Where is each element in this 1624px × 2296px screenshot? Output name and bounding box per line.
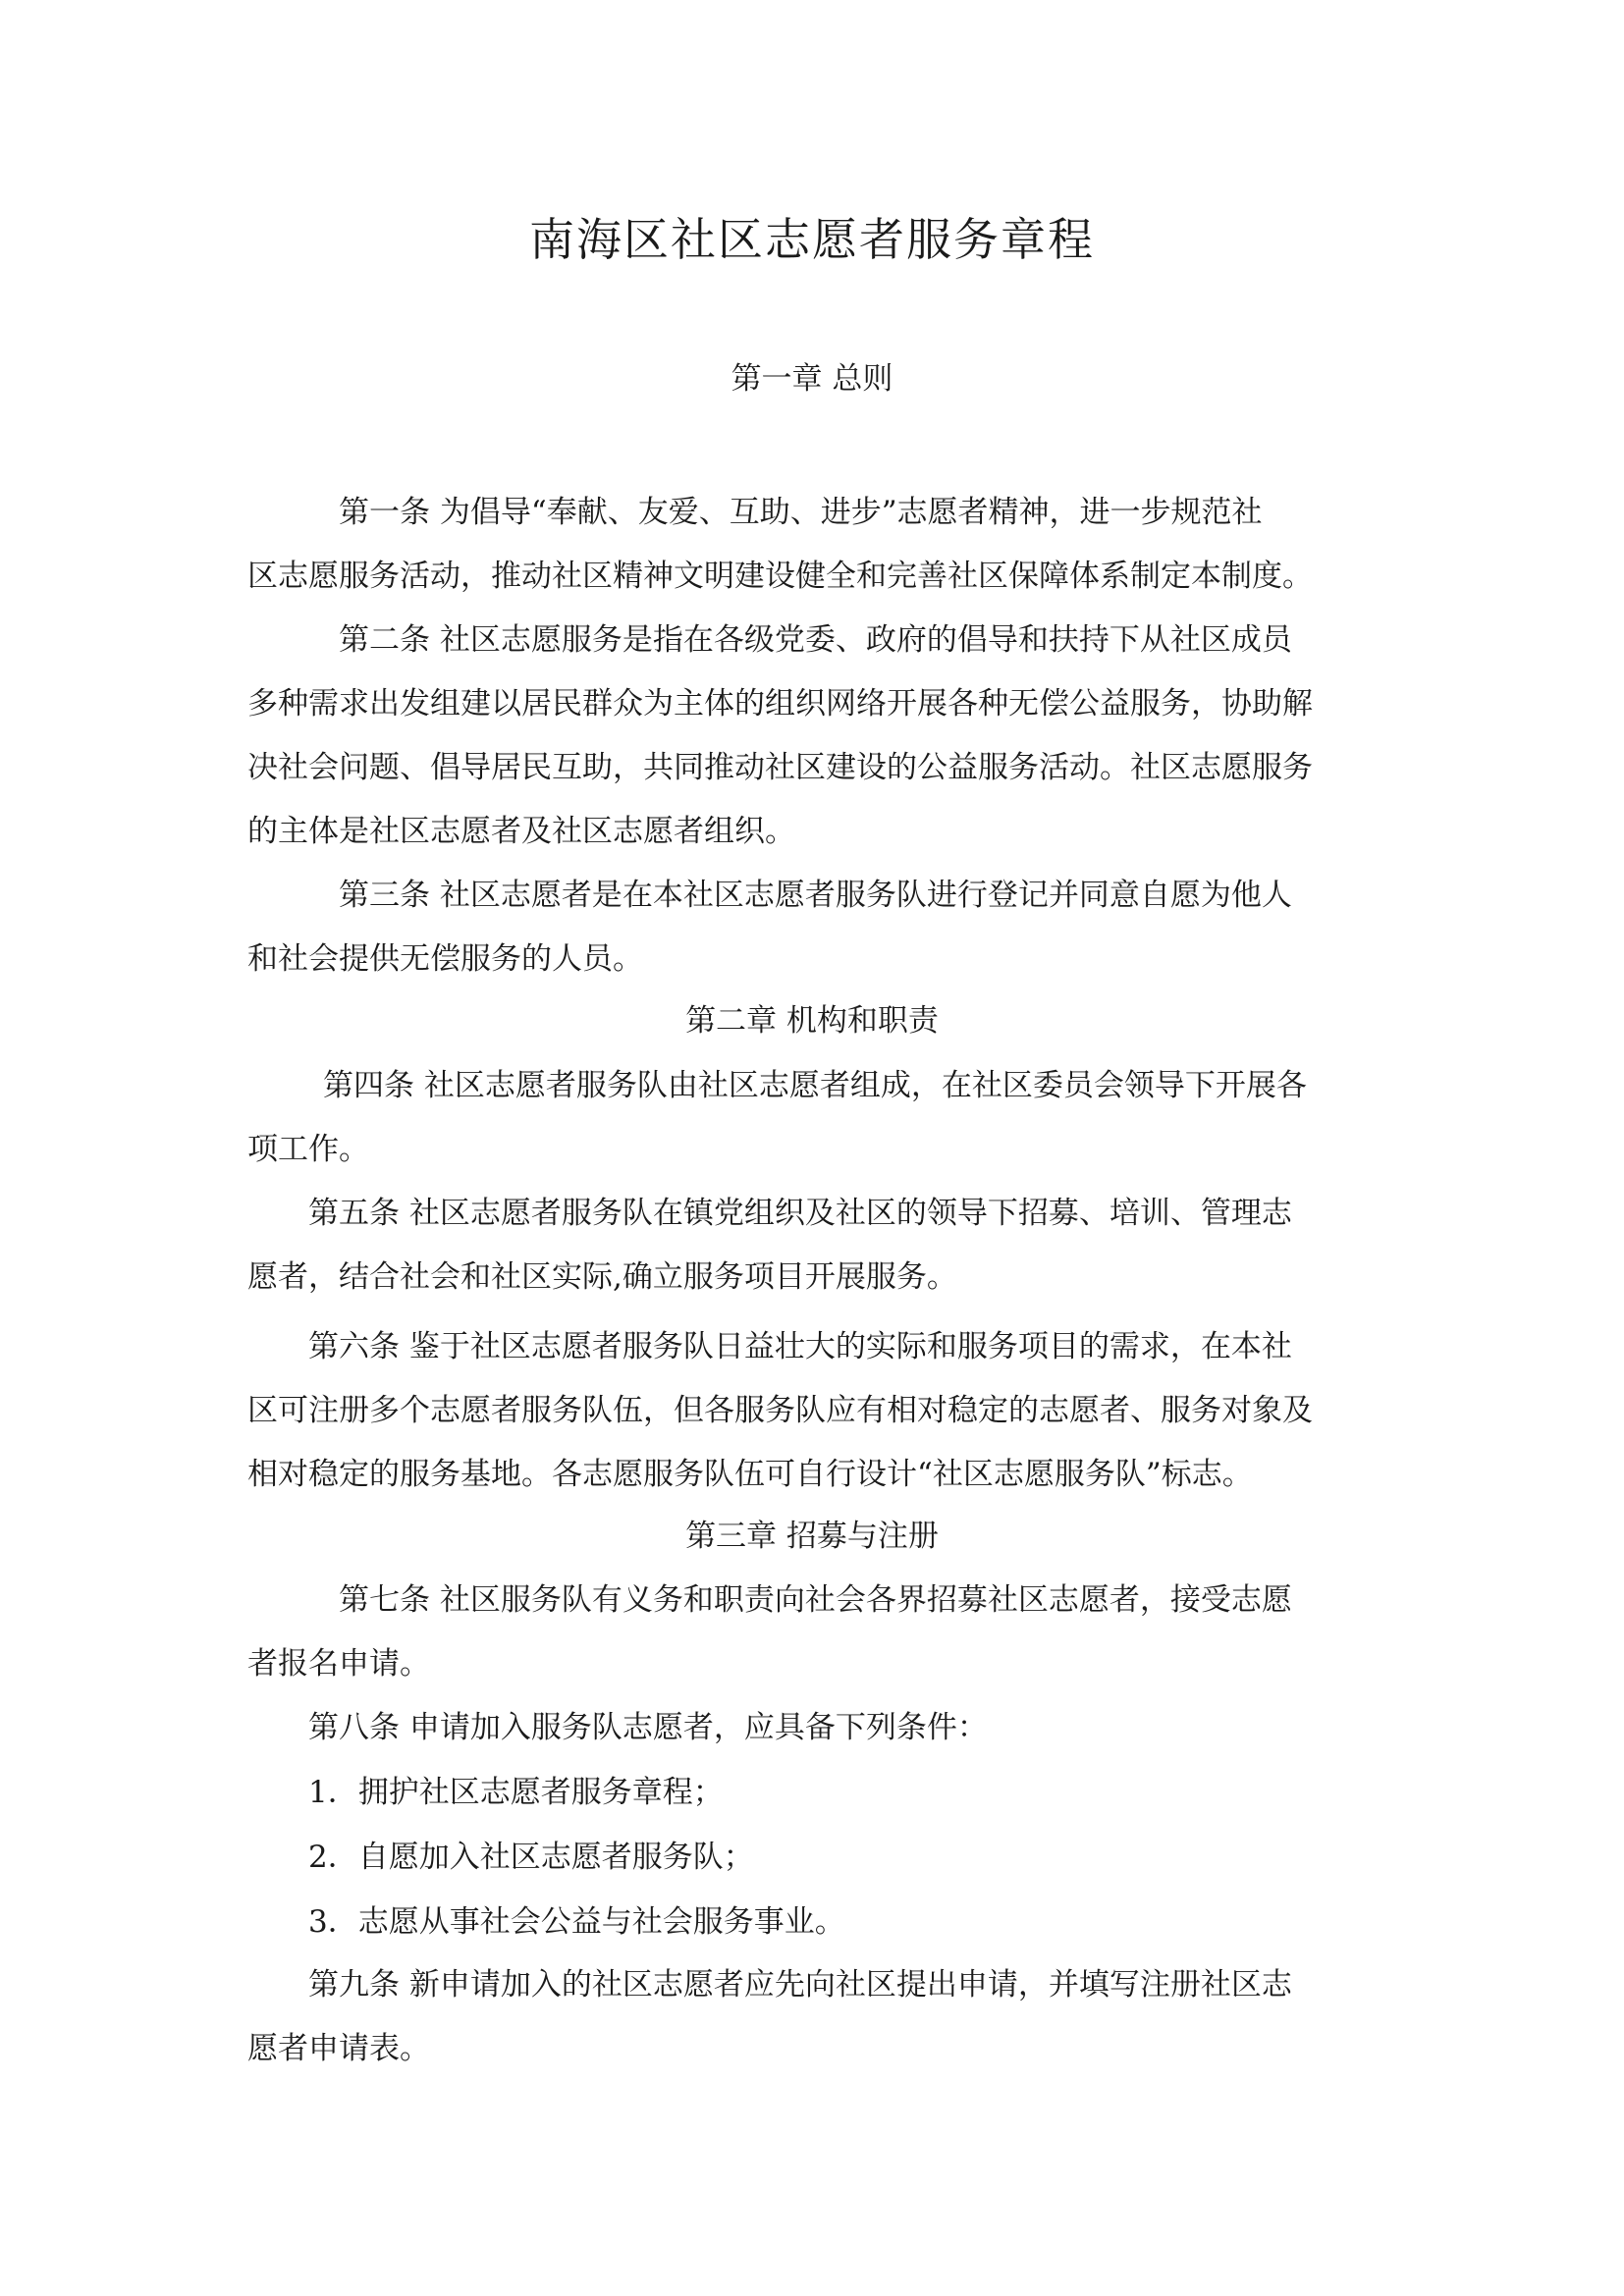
article-1-line-1: 第一条 为倡导“奉献、友爱、互助、进步”志愿者精神，进一步规范社 <box>339 495 1263 530</box>
article-6-line-2: 区可注册多个志愿者服务队伍，但各服务队应有相对稳定的志愿者、服务对象及 <box>247 1393 1313 1428</box>
article-5 <box>247 1182 1388 1309</box>
article-7-line-1: 第七条 社区服务队有义务和职责向社会各界招募社区志愿者，接受志愿 <box>339 1582 1292 1618</box>
article-2 <box>247 609 1388 864</box>
article-1-line-2: 区志愿服务活动，推动社区精神文明建设健全和完善社区保障体系制定本制度。 <box>247 559 1313 594</box>
article-4-line-2: 项工作。 <box>247 1132 369 1167</box>
article-8-item-2: 2．自愿加入社区志愿者服务队； <box>308 1840 754 1875</box>
article-7-line-2: 者报名申请。 <box>247 1646 430 1682</box>
article-2-line-2: 多种需求出发组建以居民群众为主体的组织网络开展各种无偿公益服务，协助解 <box>247 686 1313 721</box>
article-3 <box>247 864 1388 991</box>
article-8-item-3: 3．志愿从事社会公益与社会服务事业。 <box>308 1904 845 1940</box>
article-9 <box>247 1953 1388 2081</box>
chapter-heading-1: 第一章 总则 <box>731 361 893 397</box>
article-3-line-1: 第三条 社区志愿者是在本社区志愿者服务队进行登记并同意自愿为他人 <box>339 878 1292 913</box>
chapter-heading-2: 第二章 机构和职责 <box>685 1003 939 1039</box>
article-5-line-1: 第五条 社区志愿者服务队在镇党组织及社区的领导下招募、培训、管理志 <box>308 1196 1292 1231</box>
article-2-line-1: 第二条 社区志愿服务是指在各级党委、政府的倡导和扶持下从社区成员 <box>339 622 1292 658</box>
article-6-line-1: 第六条 鉴于社区志愿者服务队日益壮大的实际和服务项目的需求，在本社 <box>308 1329 1292 1364</box>
article-3-line-2: 和社会提供无偿服务的人员。 <box>247 941 643 977</box>
article-9-line-1: 第九条 新申请加入的社区志愿者应先向社区提出申请，并填写注册社区志 <box>308 1967 1292 2002</box>
article-6 <box>247 1315 1388 1507</box>
article-4-line-1: 第四条 社区志愿者服务队由社区志愿者组成，在社区委员会领导下开展各 <box>323 1068 1307 1103</box>
article-1 <box>247 481 1388 609</box>
article-5-line-2: 愿者，结合社会和社区实际,确立服务项目开展服务。 <box>247 1259 957 1295</box>
article-2-line-4: 的主体是社区志愿者及社区志愿者组织。 <box>247 814 795 849</box>
article-4 <box>247 1054 1388 1182</box>
article-8-line-1: 第八条 申请加入服务队志愿者，应具备下列条件： <box>308 1710 988 1745</box>
article-6-line-3: 相对稳定的服务基地。各志愿服务队伍可自行设计“社区志愿服务队”标志。 <box>247 1457 1253 1492</box>
article-8 <box>247 1696 1388 1760</box>
article-2-line-3: 决社会问题、倡导居民互助，共同推动社区建设的公益服务活动。社区志愿服务 <box>247 750 1313 785</box>
article-9-line-2: 愿者申请表。 <box>247 2031 430 2066</box>
chapter-heading-3: 第三章 招募与注册 <box>685 1519 939 1554</box>
document-title: 南海区社区志愿者服务章程 <box>529 213 1095 266</box>
article-8-item-1: 1．拥护社区志愿者服务章程； <box>308 1775 724 1810</box>
article-7 <box>247 1569 1388 1696</box>
